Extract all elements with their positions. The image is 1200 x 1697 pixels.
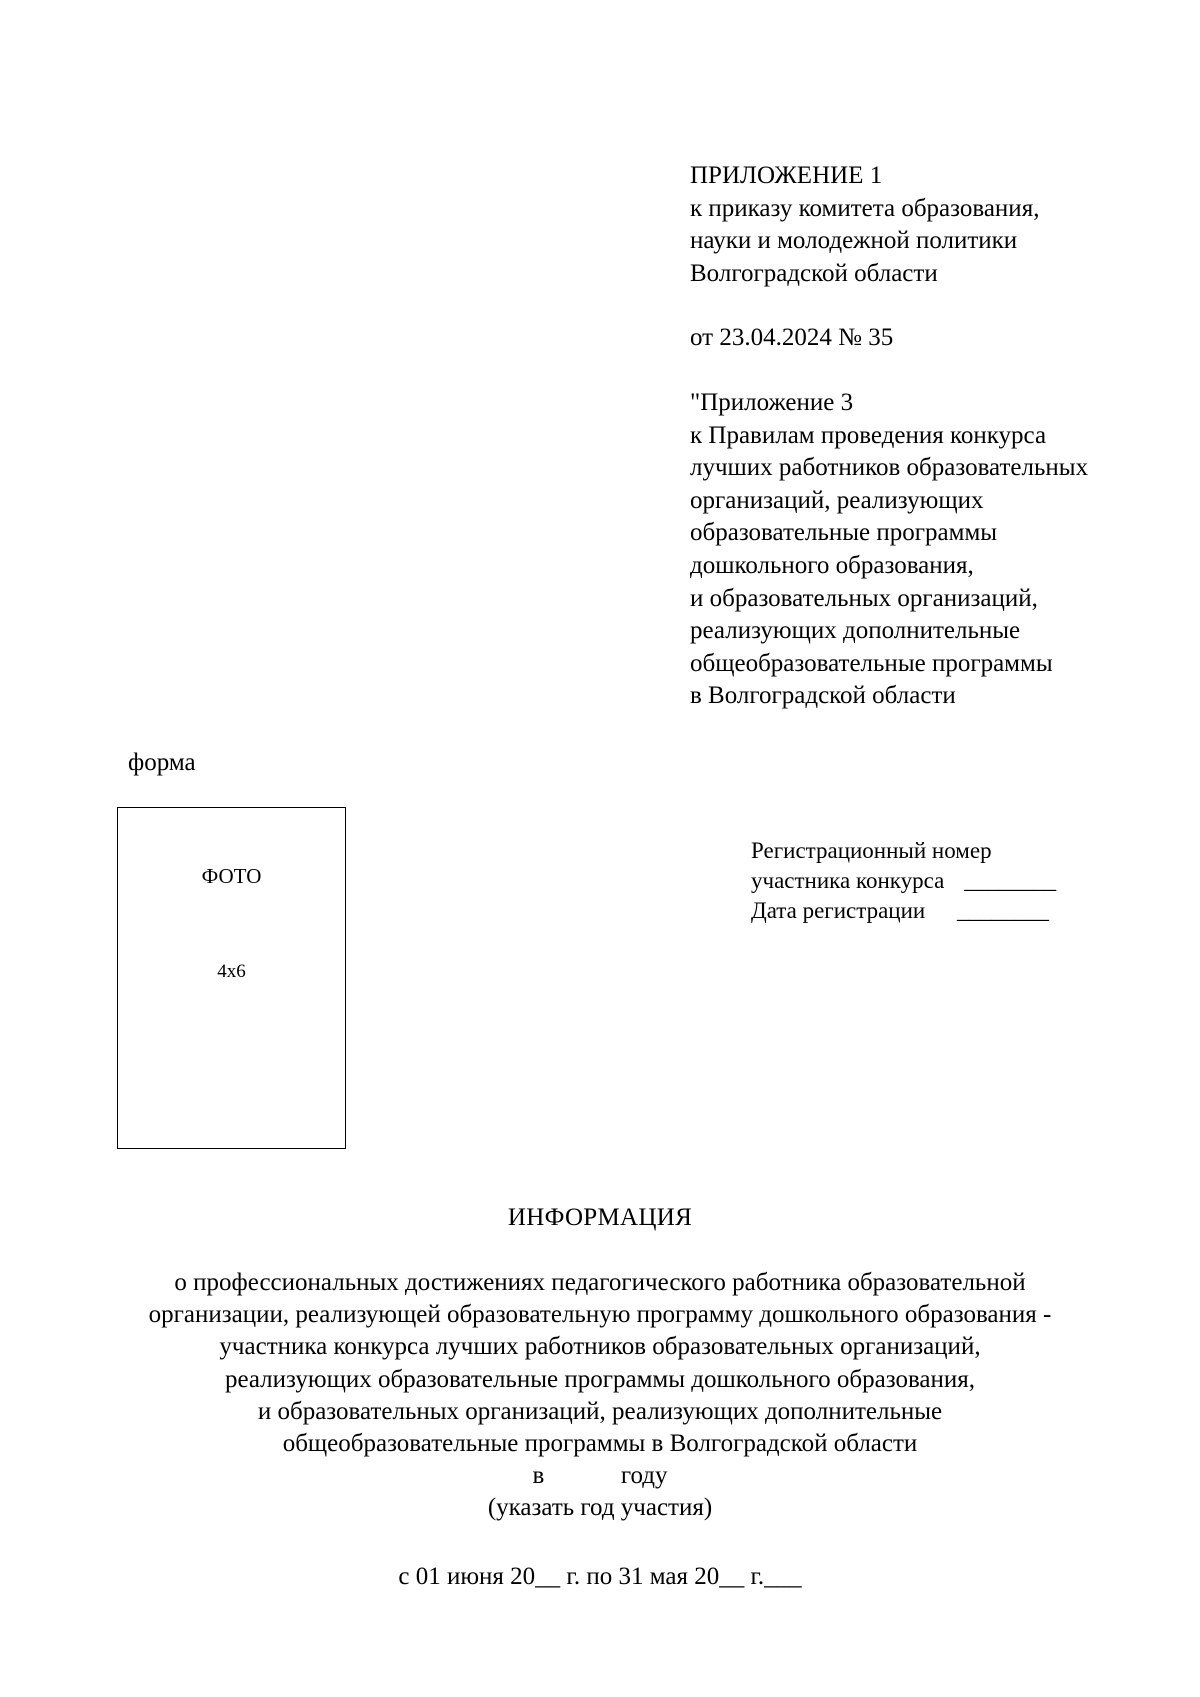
rules-line: образовательные программы	[690, 519, 998, 547]
description-line: и образовательных организаций, реализующих дополнительные	[257, 1397, 943, 1425]
registration-block	[751, 836, 1056, 926]
rules-line: организаций, реализующих	[690, 486, 984, 514]
rules-line: в Волгоградской области	[690, 682, 956, 710]
appendix-header	[690, 160, 1180, 713]
registration-date-blank: ________	[956, 898, 1049, 923]
rules-line: общеобразовательные программы	[690, 649, 1053, 677]
description-line: реализующих образовательные программы дошкольного образования,	[224, 1365, 976, 1393]
description	[60, 1267, 1140, 1525]
rules-line: и образовательных организаций,	[690, 584, 1038, 612]
appendix-line: науки и молодежной политики	[690, 227, 1018, 255]
year-hint: (указать год участия)	[487, 1494, 713, 1522]
participant-label: участника конкурса	[751, 868, 945, 893]
photo-label: ФОТО	[201, 864, 262, 888]
description-line: общеобразовательные программы в Волгоградской области	[282, 1430, 918, 1458]
description-line: участника конкурса лучших работников образовательных организаций,	[219, 1333, 981, 1361]
description-line: организации, реализующей образовательную программу дошкольного образования -	[148, 1301, 1052, 1329]
appendix-title: ПРИЛОЖЕНИЕ 1	[690, 162, 883, 189]
appendix-line: к приказу комитета образования,	[690, 194, 1040, 222]
description-line: о профессиональных достижениях педагогического работника образовательной	[174, 1269, 1026, 1296]
photo-placeholder	[117, 807, 346, 1149]
period-line: с 01 июня 20__ г. по 31 мая 20__ г.___	[398, 1563, 802, 1590]
rules-line: лучших работников образовательных	[690, 454, 1089, 482]
appendix-line: Волгоградской области	[690, 259, 938, 287]
order-number: от 23.04.2024 № 35	[690, 324, 894, 352]
rules-line: "Приложение 3	[690, 388, 854, 416]
document-title: ИНФОРМАЦИЯ	[507, 1204, 693, 1231]
year-prefix: в	[532, 1462, 545, 1490]
year-line	[60, 1460, 1140, 1492]
photo-size: 4x6	[217, 961, 246, 982]
registration-number-blank: ________	[964, 868, 1057, 893]
rules-line: к Правилам проведения конкурса	[690, 421, 1047, 449]
rules-line: реализующих дополнительные	[690, 617, 1021, 645]
rules-line: дошкольного образования,	[690, 551, 974, 579]
form-label: форма	[128, 749, 196, 776]
registration-number-label: Регистрационный номер	[751, 838, 992, 863]
registration-date-label: Дата регистрации	[751, 898, 926, 923]
year-suffix: году	[620, 1462, 668, 1490]
